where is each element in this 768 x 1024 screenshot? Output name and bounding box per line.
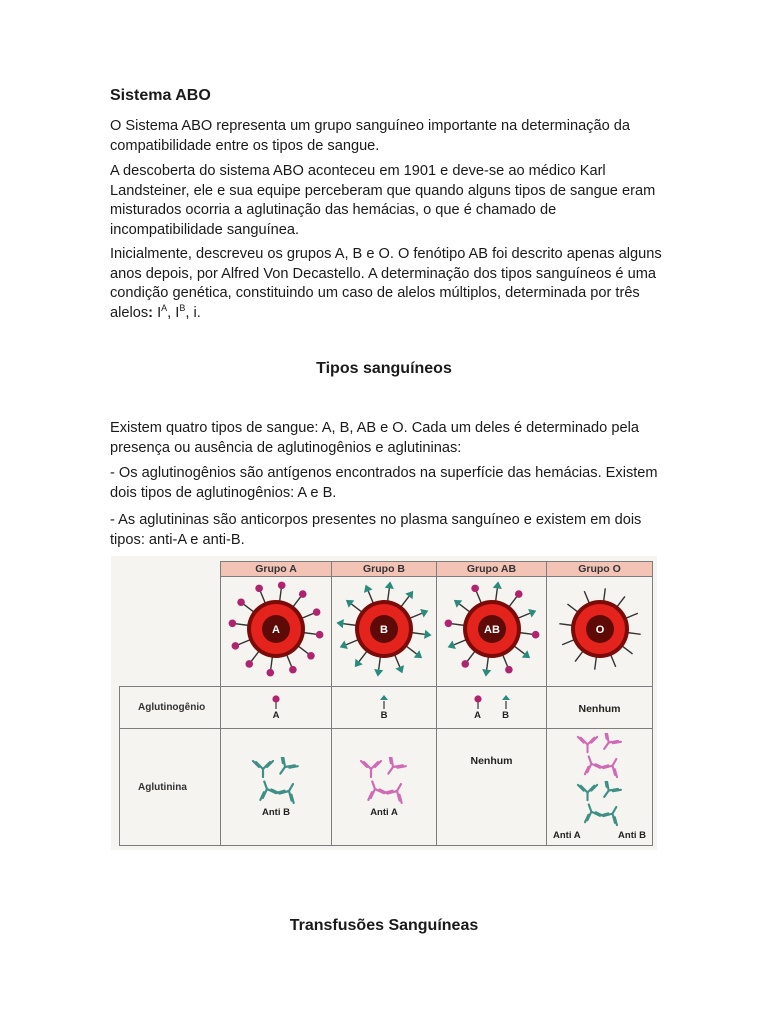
antibody-anti-b-icon [245, 757, 307, 807]
aglutinina-b-cell [332, 729, 437, 846]
aglutinogenio-b-label: B [380, 710, 388, 721]
aglutinina-o-anti-a: Anti A [553, 830, 581, 841]
cell-grupo-ab [437, 577, 547, 687]
section-title-tipos-sanguineos: Tipos sanguíneos [316, 360, 452, 377]
paragraph-intro: O Sistema ABO representa um grupo sanguíneo importante na determinação da compatibilidade entre os tipos de sangue. [110, 118, 631, 154]
aglutinina-a-cell [221, 729, 332, 846]
aglutinogenio-ab-cell [437, 687, 547, 729]
paragraph-types: Existem quatro tipos de sangue: A, B, AB e O. Cada um deles é determinado pela presença ou ausência de aglutinogênios e aglutininas: [110, 420, 639, 456]
antibody-anti-a-icon [569, 733, 631, 781]
row-label-aglutinina: Aglutinina [120, 729, 221, 846]
paragraph-discovery: A descoberta do sistema ABO aconteceu em 1901 e deve-se ao médico Karl Landsteiner, ele e sua equipe perceberam que quando alguns tipos de sangue eram misturados ocorria a aglutinação das hemácias, o que é chamado de incompatibilidade sanguínea. [110, 163, 656, 238]
paragraph-aglutinogenios: - Os aglutinogênios são antígenos encontrados na superfície das hemácias. Existem dois tipos de aglutinogênios: A e B. [110, 465, 658, 501]
antigen-a-icon [472, 694, 484, 710]
aglutinogenio-a-label: A [272, 710, 280, 721]
paragraph-aglutininas: - As aglutininas são anticorpos presentes no plasma sanguíneo e existem em dois tipos: anti-A e anti-B. [110, 512, 642, 548]
aglutinogenio-b-cell [332, 687, 437, 729]
aglutinina-b-label: Anti A [370, 806, 398, 818]
abo-figure [111, 556, 657, 850]
row-label-aglutinogenio: Aglutinogênio [120, 687, 221, 729]
empty-left [120, 577, 221, 687]
section-title-sistema-abo: Sistema ABO [110, 87, 211, 104]
antigen-b-icon [378, 694, 390, 710]
aglutinogenio-o-nenhum: Nenhum [578, 702, 621, 715]
aglutinina-ab-cell [437, 729, 547, 846]
antibody-anti-b-icon [569, 781, 631, 829]
red-cell-o-icon [550, 577, 650, 681]
red-cell-b-icon [334, 577, 434, 681]
red-cell-a-icon [226, 577, 326, 681]
paragraph-alleles: Inicialmente, descreveu os grupos A, B e O. O fenótipo AB foi descrito apenas alguns anos depois, por Alfred Von Decastello. A determinação dos tipos sanguíneos é uma condição genética, constituindo um caso de alelos múltiplos, determinada por três alelos: $I^A$, $I^B$, i. [110, 246, 662, 321]
section-title-transfusoes: Transfusões Sanguíneas [289, 917, 479, 934]
header-grupo-o: Grupo O [547, 562, 653, 577]
aglutinogenio-ab-a-label: A [474, 710, 481, 721]
aglutinina-ab-nenhum: Nenhum [470, 755, 513, 767]
cell-grupo-a [221, 577, 332, 687]
aglutinogenio-ab-b-label: B [502, 710, 509, 721]
aglutinina-o-anti-b: Anti B [618, 830, 646, 841]
header-grupo-b: Grupo B [332, 562, 437, 577]
cell-grupo-o [547, 577, 653, 687]
abo-table [119, 561, 653, 846]
aglutinogenio-a-cell [221, 687, 332, 729]
header-grupo-ab: Grupo AB [437, 562, 547, 577]
cell-letter-b: B [380, 624, 388, 636]
aglutinogenio-o-cell [547, 687, 653, 729]
header-grupo-a: Grupo A [221, 562, 332, 577]
aglutinina-a-label: Anti B [262, 806, 290, 818]
antibody-anti-a-icon [353, 757, 415, 807]
cell-letter-a: A [272, 624, 280, 636]
cell-letter-ab: AB [483, 624, 500, 636]
empty-corner [120, 562, 221, 577]
antigen-b-icon [500, 694, 512, 710]
cell-letter-o: O [595, 624, 604, 636]
aglutinina-o-cell [547, 729, 653, 846]
cell-grupo-b [332, 577, 437, 687]
red-cell-ab-icon [442, 577, 542, 681]
antigen-a-icon [270, 694, 282, 710]
